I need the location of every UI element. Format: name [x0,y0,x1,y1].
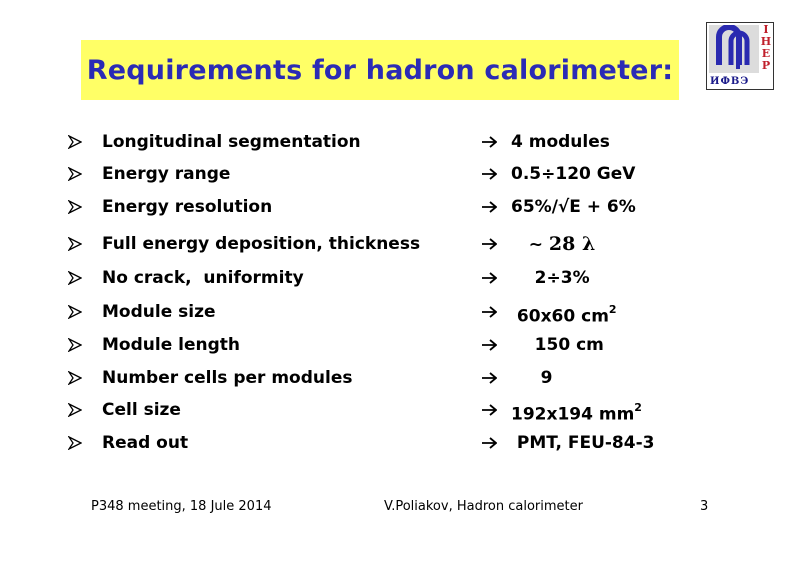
footer-author: V.Poliakov, Hadron calorimeter [384,499,583,514]
ihep-emblem-icon [709,25,759,73]
right-arrow-icon [481,339,497,351]
item-value [511,233,595,256]
arrowhead-bullet-icon [68,338,82,352]
ihep-logo [706,22,774,90]
right-arrow-icon [481,201,497,213]
arrowhead-bullet-icon [68,200,82,214]
superscript: 2 [608,303,617,316]
item-value-text: 192x194 mm [511,404,635,425]
item-label: Full energy deposition, thickness [102,234,421,254]
arrowhead-bullet-icon [68,167,82,181]
right-arrow-icon [481,272,497,284]
right-arrow-icon [481,136,497,148]
arrowhead-bullet-icon [68,436,82,450]
logo-letter: I [763,23,769,36]
item-label: Longitudinal segmentation [102,132,361,152]
right-arrow-icon [481,238,497,250]
logo-side-letters [761,24,771,72]
list-item [0,301,800,331]
item-value [511,301,617,328]
item-label: Energy range [102,164,231,184]
item-value: 65%/√E + 6% [511,197,636,217]
footer-meeting: P348 meeting, 18 Jule 2014 [91,499,272,514]
item-label: Energy resolution [102,197,273,217]
item-label: No crack, uniformity [102,268,304,288]
list-item [0,334,800,364]
arrowhead-bullet-icon [68,271,82,285]
item-label: Module length [102,335,241,355]
right-arrow-icon [481,306,497,318]
arrowhead-bullet-icon [68,371,82,385]
item-value [511,399,642,426]
list-item [0,196,800,226]
right-arrow-icon [481,404,497,416]
list-item [0,267,800,297]
arrowhead-bullet-icon [68,135,82,149]
item-value: 0.5÷120 GeV [511,164,636,184]
list-item [0,163,800,193]
list-item [0,233,800,263]
item-label: Read out [102,433,189,453]
logo-letter: E [761,47,771,60]
item-value: 2÷3% [511,268,590,288]
item-value-main: 28 λ [548,233,596,255]
item-label: Module size [102,302,216,322]
superscript: 2 [634,401,642,414]
item-value: PMT, FEU-84-3 [511,433,655,453]
list-item [0,367,800,397]
title-banner [81,40,679,100]
item-value: 4 modules [511,132,610,152]
right-arrow-icon [481,168,497,180]
item-value: 150 cm [511,335,604,355]
item-value: 9 [511,368,553,388]
slide-title: Requirements for hadron calorimeter: [86,54,674,86]
logo-letter: P [761,59,771,72]
arrowhead-bullet-icon [68,403,82,417]
item-value-text: 60x60 cm [511,306,609,327]
right-arrow-icon [481,372,497,384]
logo-letter: H [760,35,772,48]
logo-bottom-text: ИФВЭ [710,76,750,87]
right-arrow-icon [481,437,497,449]
item-value-prefix: ~ [511,235,549,255]
list-item [0,399,800,429]
arrowhead-bullet-icon [68,305,82,319]
item-label: Number cells per modules [102,368,353,388]
list-item [0,131,800,161]
list-item [0,432,800,462]
item-label: Cell size [102,400,181,420]
page-number: 3 [700,499,709,514]
arrowhead-bullet-icon [68,237,82,251]
